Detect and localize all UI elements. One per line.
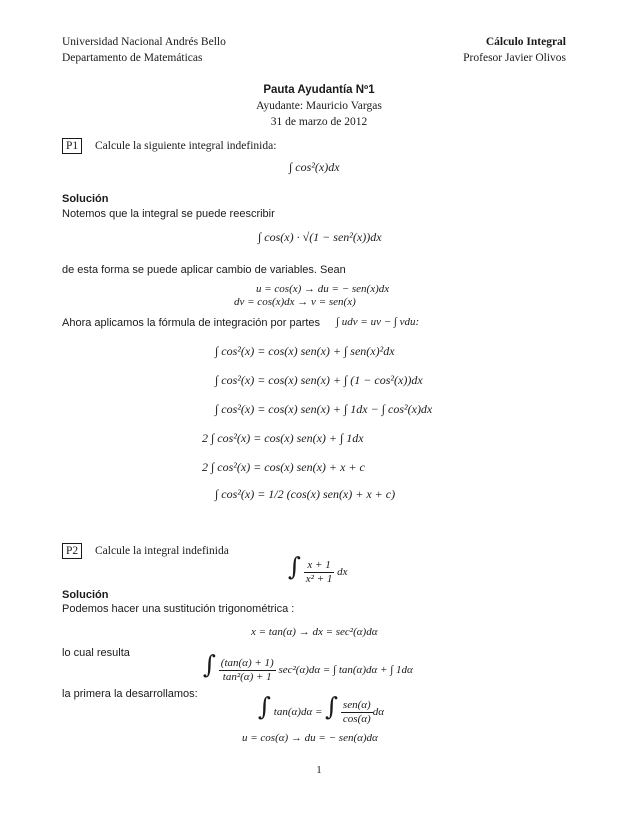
professor-name: Profesor Javier Olivos <box>463 52 566 64</box>
step-1: ∫ cos²(x) = cos(x) sen(x) + ∫ sen(x)²dx <box>215 344 395 358</box>
first-fraction <box>341 699 373 726</box>
result-fraction <box>219 657 276 684</box>
integrand-fraction <box>304 559 335 586</box>
problem-2-solution-heading: Solución <box>62 589 109 601</box>
trig-substitution: x = tan(α) → dx = sec²(α)dα <box>251 626 378 638</box>
first-denominator: cos(α) <box>342 712 371 725</box>
step-5: 2 ∫ cos²(x) = cos(x) sen(x) + x + c <box>202 460 365 474</box>
step-3: ∫ cos²(x) = cos(x) sen(x) + ∫ 1dx − ∫ cos²(x)dx <box>215 402 433 416</box>
problem-1-intro: Notemos que la integral se puede reescribir <box>62 208 275 220</box>
assistant-name: Ayudante: Mauricio Vargas <box>256 100 382 112</box>
problem-1-label: P1 <box>62 138 82 154</box>
page-number: 1 <box>316 764 322 776</box>
problem-2-intro: Podemos hacer una sustitución trigonométrica : <box>62 603 295 615</box>
result-numerator: (tan(α) + 1) <box>220 656 274 669</box>
problem-1-solution-heading: Solución <box>62 193 109 205</box>
department-name: Departamento de Matemáticas <box>62 52 203 64</box>
substitution-v: dv = cos(x)dx → v = sen(x) <box>234 296 356 308</box>
course-name: Cálculo Integral <box>485 36 566 48</box>
integrand-numerator: x + 1 <box>304 559 335 573</box>
result-text: lo cual resulta <box>62 647 130 659</box>
substitution-u: u = cos(x) → du = − sen(x)dx <box>256 283 390 295</box>
step-2: ∫ cos²(x) = cos(x) sen(x) + ∫ (1 − cos²(x))dx <box>215 373 423 387</box>
document-title: Pauta Ayudantía Nº1 <box>263 84 375 96</box>
problem-2-label: P2 <box>62 543 82 559</box>
first-integral-equation: ∫ tan(α)dα = ∫ $\frac{\text{sen(α)}}{\cos(\alpha)}$ dα <box>258 692 384 725</box>
result-equation <box>203 652 413 684</box>
first-numerator: sen(α) <box>342 698 371 711</box>
problem-1-rewrite: ∫ cos(x) · √(1 − sen²(x))dx <box>258 230 382 244</box>
problem-2-prompt: Calcule la integral indefinida <box>95 545 229 557</box>
integral-sign: ∫ <box>325 692 339 721</box>
university-name: Universidad Nacional Andrés Bello <box>62 36 226 48</box>
last-substitution: u = cos(α) → du = − sen(α)dα <box>242 732 378 744</box>
integrand-denominator: x² + 1 <box>305 572 333 585</box>
problem-1-integral: ∫ cos²(x)dx <box>289 160 340 174</box>
parts-formula: ∫ udv = uv − ∫ vdu: <box>336 316 420 328</box>
result-rest: sec²(α)dα = ∫ tan(α)dα + ∫ 1dα <box>278 664 413 676</box>
result-denominator: tan²(α) + 1 <box>222 670 272 683</box>
problem-2-integral: ∫ $\frac{x + 1}{\text{x² + 1}}$ dx <box>288 552 348 585</box>
integral-sign: ∫ <box>258 692 272 721</box>
document-date: 31 de marzo de 2012 <box>270 116 368 128</box>
step-6: ∫ cos²(x) = 1/2 (cos(x) sen(x) + x + c) <box>215 487 396 501</box>
change-of-variables-text: de esta forma se puede aplicar cambio de variables. Sean <box>62 264 346 276</box>
first-integral-text: la primera la desarrollamos: <box>62 688 198 700</box>
parts-text: Ahora aplicamos la fórmula de integración por partes <box>62 317 321 329</box>
integral-sign: ∫ <box>203 650 217 679</box>
integral-sign: ∫ <box>288 552 302 581</box>
step-4: 2 ∫ cos²(x) = cos(x) sen(x) + ∫ 1dx <box>202 431 364 445</box>
problem-1-prompt: Calcule la siguiente integral indefinida: <box>95 140 277 152</box>
